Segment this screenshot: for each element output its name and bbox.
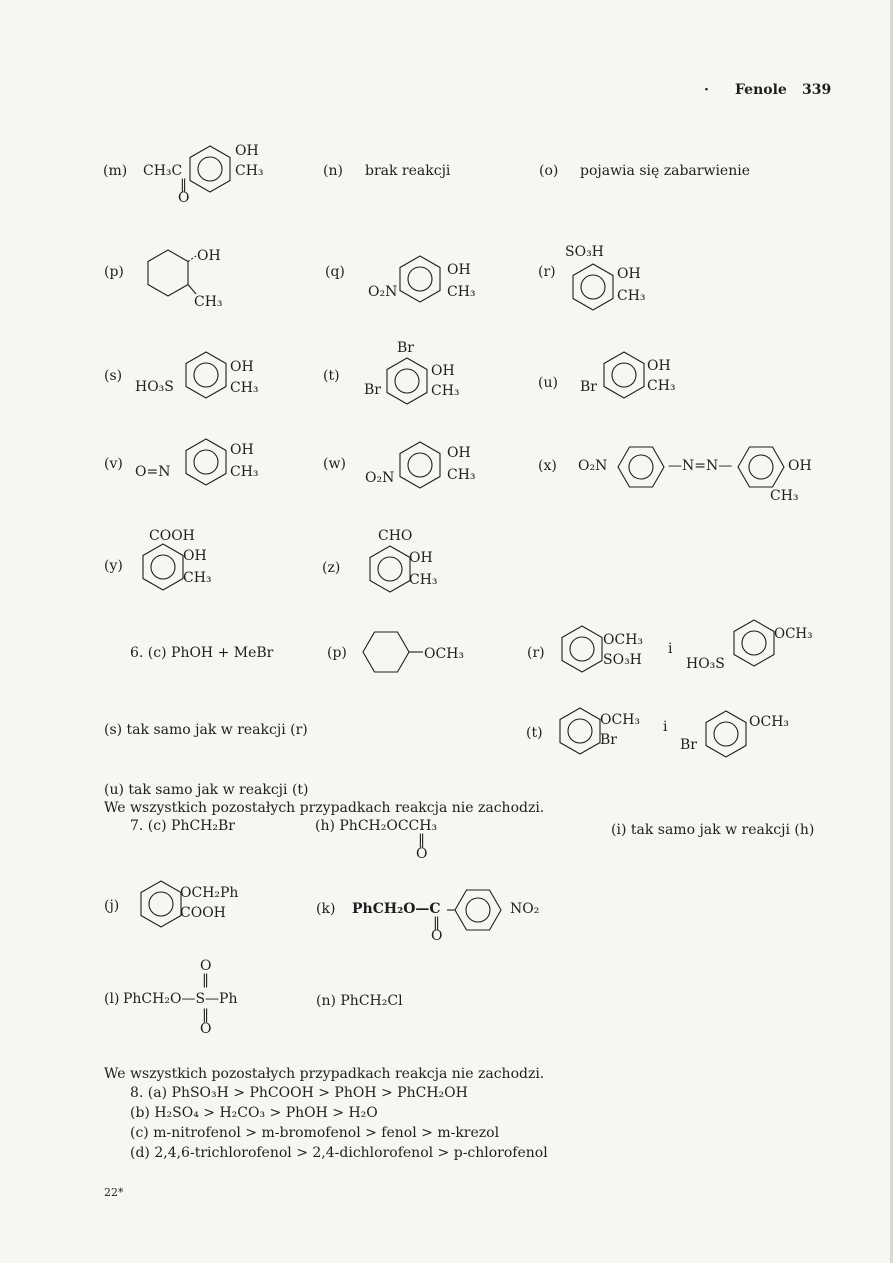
header-dot: · — [704, 82, 709, 98]
y-ch3: CH₃ — [183, 570, 212, 586]
7j-cooh: COOH — [180, 905, 226, 921]
label-7l: (l) — [104, 991, 120, 1007]
6t-br: Br — [600, 732, 617, 748]
label-n: (n) — [323, 163, 343, 179]
benzene-ring-v — [176, 433, 236, 493]
p-ch3: CH₃ — [194, 294, 223, 310]
q7-h-o: O — [416, 846, 428, 862]
n-text: brak reakcji — [365, 163, 451, 179]
q6-heading: 6. (c) PhOH + MeBr — [130, 645, 274, 661]
6r-och3: OCH₃ — [603, 632, 644, 648]
label-w: (w) — [323, 456, 346, 472]
running-header-title: Fenole — [735, 82, 787, 98]
q8-a: 8. (a) PhSO₃H > PhCOOH > PhOH > PhCH₂OH — [130, 1085, 468, 1101]
q7-h-dbl: ‖ — [418, 832, 425, 848]
s-oh: OH — [230, 359, 254, 375]
s-ch3: CH₃ — [230, 380, 259, 396]
x-o2n: O₂N — [578, 458, 608, 474]
u-ch3: CH₃ — [647, 378, 676, 394]
p-oh: OH — [197, 248, 221, 264]
m-o: O — [178, 190, 190, 206]
page-number: 339 — [802, 82, 832, 98]
z-cho: CHO — [378, 528, 413, 544]
t-br-top: Br — [397, 340, 414, 356]
7k-no2: NO₂ — [510, 901, 540, 917]
7l-o-bottom: O — [200, 1021, 212, 1037]
label-7k: (k) — [316, 901, 336, 917]
q8-b: (b) H₂SO₄ > H₂CO₃ > PhOH > H₂O — [130, 1105, 378, 1121]
6r-and: i — [668, 641, 673, 657]
benzene-ring-r — [563, 258, 623, 318]
o-text: pojawia się zabarwienie — [580, 163, 750, 179]
benzene-ring-6r — [552, 620, 612, 680]
w-oh: OH — [447, 445, 471, 461]
q8-d: (d) 2,4,6-trichlorofenol > 2,4-dichlorofenol > p-chlorofenol — [130, 1145, 548, 1161]
cyclohexane-ring-6p — [355, 623, 425, 683]
7k-o: O — [431, 928, 443, 944]
6r2-och3: OCH₃ — [774, 626, 813, 642]
6t2-och3: OCH₃ — [749, 714, 790, 730]
benzene-ring-m — [180, 140, 240, 200]
q7-rest: We wszystkich pozostałych przypadkach reakcja nie zachodzi. — [104, 1066, 545, 1082]
benzene-ring-z — [360, 540, 420, 600]
7k-phch2o-c: PhCH₂O—C — [352, 901, 441, 917]
q-o2n: O₂N — [368, 284, 398, 300]
z-oh: OH — [409, 550, 433, 566]
q-oh: OH — [447, 262, 471, 278]
label-7j: (j) — [104, 898, 120, 914]
q-ch3: CH₃ — [447, 284, 476, 300]
s-ho3s: HO₃S — [135, 379, 174, 395]
m-ch3c: CH₃C — [143, 163, 183, 179]
6r-so3h: SO₃H — [603, 652, 642, 668]
label-6r: (r) — [527, 645, 545, 661]
benzene-ring-6t2 — [696, 705, 756, 765]
q7-h: (h) PhCH₂OCCH₃ — [315, 818, 438, 834]
q7-i: (i) tak samo jak w reakcji (h) — [611, 822, 815, 838]
t-ch3: CH₃ — [431, 383, 460, 399]
7l-formula: PhCH₂O—S—Ph — [123, 991, 238, 1007]
cyclohexane-ring-p — [138, 244, 198, 304]
label-v: (v) — [104, 456, 123, 472]
6t-and: i — [663, 719, 668, 735]
m-dbl: ‖ — [180, 177, 187, 193]
6u-text: (u) tak samo jak w reakcji (t) — [104, 782, 309, 798]
6r2-ho3s: HO₃S — [686, 656, 725, 672]
m-oh: OH — [235, 143, 259, 159]
r-ch3: CH₃ — [617, 288, 646, 304]
7l-dbl-top: ‖ — [202, 972, 209, 988]
z-ch3: CH₃ — [409, 572, 438, 588]
6t2-br: Br — [680, 737, 697, 753]
t-br-left: Br — [364, 382, 381, 398]
6t-och3: OCH₃ — [600, 712, 641, 728]
benzene-ring-x1 — [612, 438, 672, 498]
label-z: (z) — [322, 560, 341, 576]
w-ch3: CH₃ — [447, 467, 476, 483]
label-m: (m) — [103, 163, 128, 179]
benzene-ring-6r2 — [724, 614, 784, 674]
benzene-ring-s — [176, 346, 236, 406]
t-oh: OH — [431, 363, 455, 379]
r-so3h: SO₃H — [565, 244, 604, 260]
v-ch3: CH₃ — [230, 464, 259, 480]
6s-text: (s) tak samo jak w reakcji (r) — [104, 722, 308, 738]
benzene-ring-t — [377, 352, 437, 412]
6p-och3: OCH₃ — [424, 646, 465, 662]
u-br: Br — [580, 379, 597, 395]
label-x: (x) — [538, 458, 557, 474]
7j-och2ph: OCH₂Ph — [180, 885, 239, 901]
label-6p: (p) — [327, 645, 347, 661]
label-s: (s) — [104, 368, 123, 384]
7l-dbl-bottom: ‖ — [202, 1007, 209, 1023]
label-r: (r) — [538, 264, 556, 280]
q6-rest: We wszystkich pozostałych przypadkach reakcja nie zachodzi. — [104, 800, 545, 816]
benzene-ring-w — [390, 436, 450, 496]
label-p: (p) — [104, 264, 124, 280]
benzene-ring-u — [594, 346, 654, 406]
w-o2n: O₂N — [365, 470, 395, 486]
x-azo: —N=N— — [668, 458, 733, 474]
label-u: (u) — [538, 375, 558, 391]
7l-o-top: O — [200, 958, 212, 974]
7k-dbl: ‖ — [433, 915, 440, 931]
m-ch3: CH₃ — [235, 163, 264, 179]
label-o: (o) — [539, 163, 559, 179]
q7-c: 7. (c) PhCH₂Br — [130, 818, 235, 834]
y-oh: OH — [183, 548, 207, 564]
y-cooh: COOH — [149, 528, 195, 544]
x-oh: OH — [788, 458, 812, 474]
label-t: (t) — [323, 368, 340, 384]
benzene-ring-y — [133, 538, 193, 598]
benzene-ring-7k — [447, 881, 517, 941]
label-6t: (t) — [526, 725, 543, 741]
r-oh: OH — [617, 266, 641, 282]
v-o-n: O=N — [135, 464, 171, 480]
q7-n: (n) PhCH₂Cl — [316, 993, 403, 1009]
label-y: (y) — [104, 558, 123, 574]
label-q: (q) — [325, 264, 345, 280]
q8-c: (c) m-nitrofenol > m-bromofenol > fenol > m-krezol — [130, 1125, 500, 1141]
benzene-ring-q — [390, 250, 450, 310]
u-oh: OH — [647, 358, 671, 374]
v-oh: OH — [230, 442, 254, 458]
page-footer-signature: 22* — [104, 1186, 124, 1199]
x-ch3: CH₃ — [770, 488, 799, 504]
